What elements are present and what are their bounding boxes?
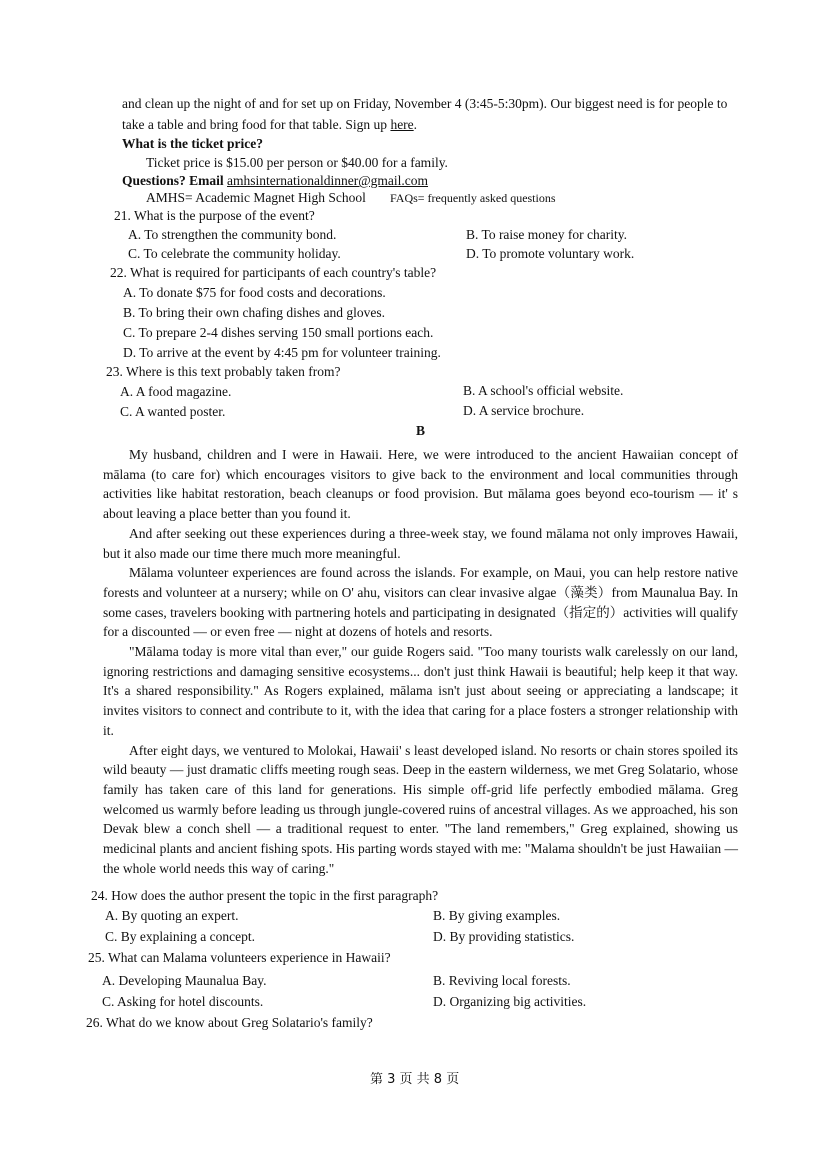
questions-line (122, 173, 428, 189)
passage-paragraph-2: And after seeking out these experiences during a three-week stay, we found mālama not only improves Hawaii, but it also made our time there much more meaningful. (103, 525, 738, 561)
q23-option-c: C. A wanted poster. (120, 404, 226, 419)
passage-paragraph-1: My husband, children and I were in Hawaii. Here, we were introduced to the ancient Hawaiian concept of mālama (to care for) which encourages visitors to give back to the environment and local communities through activities like habitat restoration, beach cleanups or food provision. But mālama goes beyond eco-tourism — it' s about leaving a place better than you found it. (103, 447, 738, 522)
top-line-1 (122, 96, 727, 112)
q21-stem: 21. What is the purpose of the event? (114, 208, 315, 223)
q23-option-b: B. A school's official website. (463, 383, 624, 398)
section-heading: B (416, 423, 426, 438)
q23-option-a: A. A food magazine. (120, 384, 232, 399)
email-link[interactable]: amhsinternationaldinner@gmail.com (227, 173, 429, 188)
abbr-faqs: FAQs= frequently asked questions (390, 191, 556, 205)
q22-option-c: C. To prepare 2-4 dishes serving 150 small portions each. (123, 325, 434, 340)
q25-option-b: B. Reviving local forests. (433, 973, 571, 988)
q25-option-d: D. Organizing big activities. (433, 994, 587, 1009)
q26-stem: 26. What do we know about Greg Solatario's family? (86, 1015, 373, 1030)
sign-up-link[interactable]: here (390, 117, 414, 132)
passage-paragraph-4: "Mālama today is more vital than ever," our guide Rogers said. "Too many tourists walk carelessly on our land, ignoring restrictions and damaging sensitive ecosystems... don't just think Hawaii is beautiful; help keep it that way. It's a shared responsibility." As Rogers explained, mālama isn't just about seeing or appreciating a landscape; it invites visitors to connect and contribute to it, with the idea that caring for a place fosters a stronger relationship with it. (103, 644, 738, 738)
ticket-answer: Ticket price is $15.00 per person or $40.00 for a family. (146, 155, 448, 170)
q24-option-d: D. By providing statistics. (433, 929, 575, 944)
q22-option-b: B. To bring their own chafing dishes and gloves. (123, 305, 386, 320)
questions-label: Questions? Email (122, 173, 228, 188)
q22-option-a: A. To donate $75 for food costs and decorations. (123, 285, 386, 300)
passage (103, 445, 738, 878)
top-line-2 (122, 117, 417, 133)
q25-stem: 25. What can Malama volunteers experience in Hawaii? (88, 950, 391, 965)
ticket-question: What is the ticket price? (122, 136, 263, 151)
q24-option-a: A. By quoting an expert. (105, 908, 239, 923)
top-line-2-text: take a table and bring food for that table. Sign up (122, 117, 391, 132)
q24-option-b: B. By giving examples. (433, 908, 561, 923)
q21-option-b: B. To raise money for charity. (466, 227, 628, 242)
page-footer: 第 3 页 共 8 页 (370, 1072, 460, 1087)
q24-option-c: C. By explaining a concept. (105, 929, 255, 944)
top-line-2-end: . (413, 117, 418, 132)
q21-option-a: A. To strengthen the community bond. (128, 227, 337, 242)
q24-stem: 24. How does the author present the topic in the first paragraph? (91, 888, 439, 903)
q21-option-c: C. To celebrate the community holiday. (128, 246, 341, 261)
q22-stem: 22. What is required for participants of each country's table? (110, 265, 437, 280)
abbr-amhs: AMHS= Academic Magnet High School (146, 190, 366, 205)
q23-option-d: D. A service brochure. (463, 403, 585, 418)
q25-option-c: C. Asking for hotel discounts. (102, 994, 264, 1009)
q25-option-a: A. Developing Maunalua Bay. (102, 973, 267, 988)
q22-option-d: D. To arrive at the event by 4:45 pm for volunteer training. (123, 345, 441, 360)
q23-stem: 23. Where is this text probably taken from? (106, 364, 341, 379)
q21-option-d: D. To promote voluntary work. (466, 246, 635, 261)
passage-paragraph-3: Mālama volunteer experiences are found across the islands. For example, on Maui, you can help restore native forests and volunteer at a nursery; while on O' ahu, visitors can clear invasive algae（藻类）from Maunalua Bay. In some cases, travelers booking with partnering hotels and participating in designated（指定的）activities will qualify for a discounted — or even free — night at dozens of hotels and resorts. (103, 565, 738, 640)
passage-paragraph-5: After eight days, we ventured to Molokai, Hawaii' s least developed island. No resorts or chain stores spoiled its wild beauty — just dramatic cliffs meeting rough seas. Deep in the eastern wilderness, we met Greg Solatario, whose family has taken care of this land for generations. His simple off-grid life perfectly embodied mālama. Greg welcomed us warmly before leading us through jungle-covered ruins of ancestral villages. As we approached, his son Devak blew a conch shell — a traditional request to enter. "The land remembers," Greg explained, showing us medicinal plants and ancient fishing spots. His parting words stayed with me: "Malama shouldn't be just Hawaiian — the whole world needs this way of caring." (103, 742, 738, 876)
top-line-1-text: and clean up the night of and for set up on Friday, November 4 (3:45-5:30pm). Our biggest need is for people to (122, 96, 728, 111)
